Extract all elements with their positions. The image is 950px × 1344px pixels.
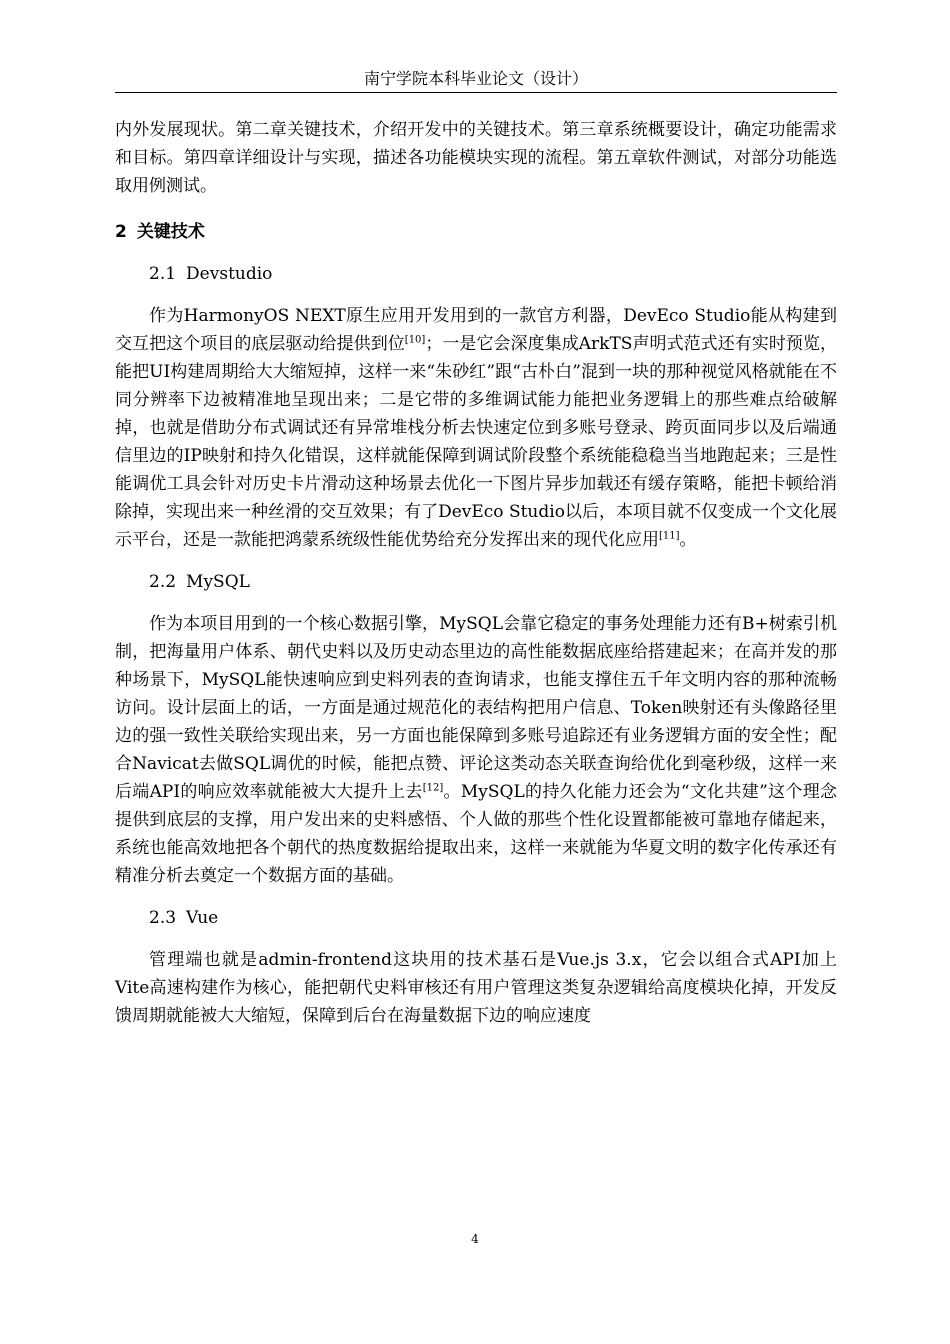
section-title: MySQL	[186, 572, 250, 592]
chapter-number: 2	[115, 222, 127, 242]
paragraph-text: 。	[679, 530, 697, 550]
page-number: 4	[471, 1232, 479, 1246]
section-heading-2-1	[149, 260, 837, 288]
citation: [12]	[422, 782, 444, 794]
section-title: Devstudio	[186, 264, 273, 284]
section-2-2-paragraph	[115, 610, 837, 890]
section-title: Vue	[186, 908, 219, 928]
intro-continuation-paragraph: 内外发展现状。第二章关键技术，介绍开发中的关键技术。第三章系统概要设计，确定功能需求和目标。第四章详细设计与实现，描述各功能模块实现的流程。第五章软件测试，对部分功能选取用例测试。	[115, 120, 837, 196]
section-heading-2-2	[149, 568, 837, 596]
chapter-title: 关键技术	[136, 222, 205, 242]
section-number: 2.2	[149, 572, 177, 592]
citation: [11]	[659, 530, 680, 542]
page-header: 南宁学院本科毕业论文（设计）	[115, 66, 837, 93]
section-2-1-paragraph	[115, 302, 837, 554]
section-number: 2.3	[149, 908, 177, 928]
paragraph-text: 作为本项目用到的一个核心数据引擎，MySQL会靠它稳定的事务处理能力还有B+树索引机制，把海量用户体系、朝代史料以及历史动态里边的高性能数据底座给搭建起来；在高并发的那种场景下，MySQL能快速响应到史料列表的查询请求，也能支撑住五千年文明内容的那种流畅访问。设计层面上的话，一方面是通过规范化的表结构把用户信息、Token映射还有头像路径里边的强一致性关联给实现出来，另一方面也能保障到多账号追踪还有业务逻辑方面的安全性；配合Navicat去做SQL调优的时候，能把点赞、评论这类动态关联查询给优化到毫秒级，这样一来后端API的响应效率就能被大大提升上去	[115, 614, 837, 802]
chapter-heading	[115, 218, 837, 246]
paragraph-text: 。MySQL的持久化能力还会为“文化共建”这个理念提供到底层的支撑，用户发出来的史料感悟、个人做的那些个性化设置都能被可靠地存储起来，系统也能高效地把各个朝代的热度数据给提取出来，这样一来就能为华夏文明的数字化传承还有精准分析去奠定一个数据方面的基础。	[115, 782, 838, 886]
paragraph-text: ；一是它会深度集成ArkTS声明式范式还有实时预览，能把UI构建周期给大大缩短掉，这样一来“朱砂红”跟“古朴白”混到一块的那种视觉风格就能在不同分辨率下边被精准地呈现出来；二是它带的多维调试能力能把业务逻辑上的那些难点给破解掉，也就是借助分布式调试还有异常堆栈分析去快速定位到多账号登录、跨页面同步以及后端通信里边的IP映射和持久化错误，这样就能保障到调试阶段整个系统能稳稳当当地跑起来；三是性能调优工具会针对历史卡片滑动这种场景去优化一下图片异步加载还有缓存策略，能把卡顿给消除掉，实现出来一种丝滑的交互效果；有了DevEco Studio以后，本项目就不仅变成一个文化展示平台，还是一款能把鸿蒙系统级性能优势给充分发挥出来的现代化应用	[115, 334, 837, 550]
section-number: 2.1	[149, 264, 177, 284]
section-2-3-paragraph: 管理端也就是admin-frontend这块用的技术基石是Vue.js 3.x，它会以组合式API加上Vite高速构建作为核心，能把朝代史料审核还有用户管理这类复杂逻辑给高度模块化掉，开发反馈周期就能被大大缩短，保障到后台在海量数据下边的响应速度	[115, 950, 837, 1026]
paragraph-text: 作为HarmonyOS NEXT原生应用开发用到的一款官方利器，DevEco Studio能从构建到交互把这个项目的底层驱动给提供到位	[115, 306, 837, 354]
page-content	[115, 116, 837, 1030]
citation: [10]	[404, 334, 426, 346]
section-heading-2-3	[149, 904, 837, 932]
